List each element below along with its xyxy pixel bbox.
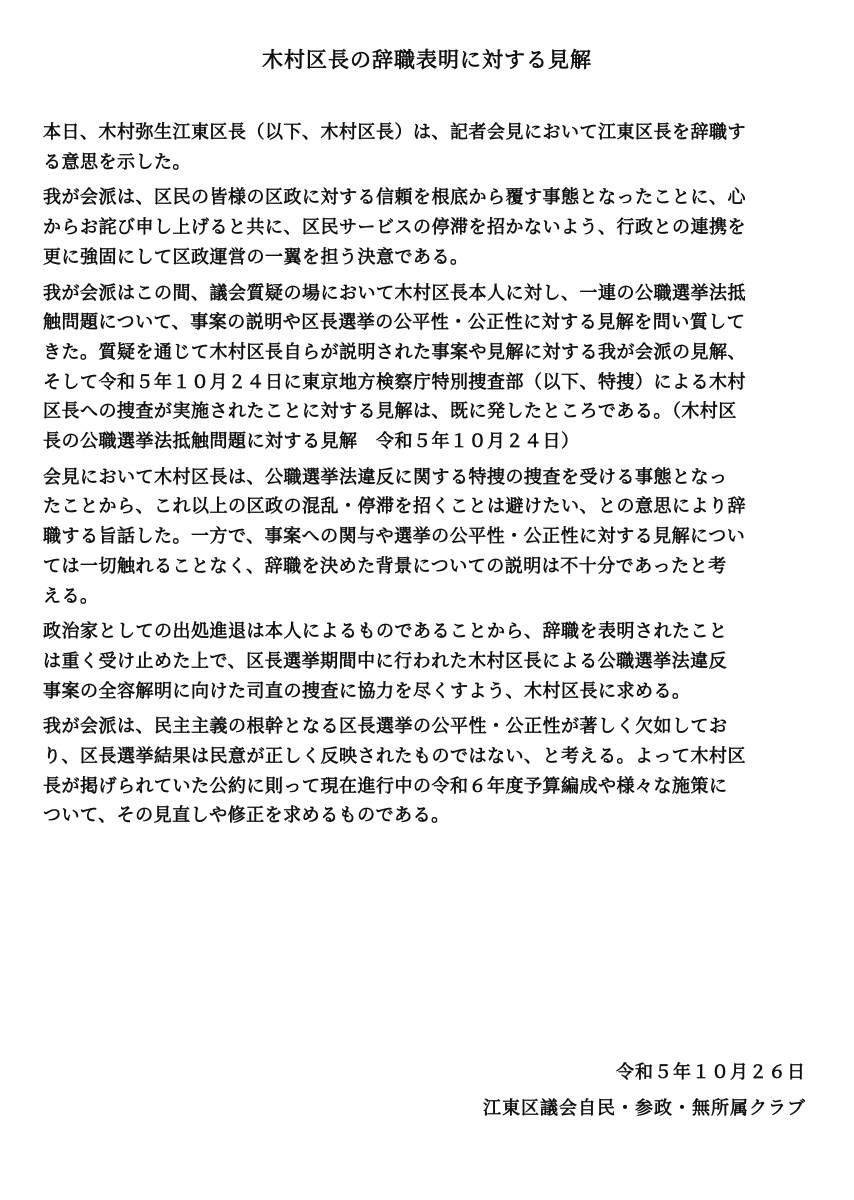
text-line: ては一切触れることなく、辞職を決めた背景についての説明は不十分であったと考: [43, 555, 727, 577]
document-author: 江東区議会自民・参政・無所属クラブ: [483, 1098, 806, 1119]
text-line: える。: [43, 585, 99, 607]
text-line: きた。質疑を通じて木村区長自らが説明された事案や見解に対する我が会派の見解、: [43, 341, 746, 363]
text-line: 職する旨話した。一方で、事案への関与や選挙の公平性・公正性に対する見解につい: [43, 526, 746, 548]
text-line: 長の公職選挙法抵触問題に対する見解 令和５年１０月２４日）: [43, 431, 580, 453]
text-line: 触問題について、事案の説明や区長選挙の公平性・公正性に対する見解を問い質して: [43, 312, 746, 334]
text-line: そして令和５年１０月２４日に東京地方検察庁特別捜査部（以下、特捜）による木村: [43, 371, 746, 393]
document-date: 令和５年１０月２６日: [616, 1062, 806, 1083]
text-line: 会見において木村区長は、公職選挙法違反に関する特捜の捜査を受ける事態となっ: [43, 466, 728, 488]
paragraph-6: [43, 712, 813, 831]
paragraph-3: [43, 279, 813, 457]
document-body: [43, 118, 813, 837]
text-line: り、区長選挙結果は民意が正しく反映されたものではない、と考える。よって木村区: [43, 746, 746, 768]
text-line: 我が会派は、区民の皆様の区政に対する信頼を根底から覆す事態となったことに、心: [43, 187, 746, 209]
text-line: 我が会派はこの間、議会質疑の場において木村区長本人に対し、一連の公職選挙法抵: [43, 282, 746, 304]
paragraph-1: [43, 118, 813, 177]
text-line: 我が会派は、民主主義の根幹となる区長選挙の公平性・公正性が著しく欠如してお: [43, 716, 728, 738]
text-line: 更に強固にして区政運営の一翼を担う決意である。: [43, 246, 469, 268]
paragraph-2: [43, 183, 813, 272]
signature-block: [483, 1055, 806, 1127]
text-line: ついて、その見直しや修正を求めるものである。: [43, 805, 450, 827]
text-line: は重く受け止めた上で、区長選挙期間中に行われた木村区長による公職選挙法違反: [43, 650, 728, 672]
text-line: 本日、木村弥生江東区長（以下、木村区長）は、記者会見において江東区長を辞職す: [43, 122, 746, 143]
text-line: からお詫び申し上げると共に、区民サービスの停滞を招かないよう、行政との連携を: [43, 217, 746, 239]
text-line: 区長への捜査が実施されたことに対する見解は、既に発したところである。（木村区: [43, 401, 737, 423]
text-line: たことから、これ以上の区政の混乱・停滞を招くことは避けたい、との意思により辞: [43, 496, 746, 518]
paragraph-5: [43, 617, 813, 706]
document-title: 木村区長の辞職表明に対する見解: [262, 48, 592, 72]
text-line: る意思を示した。: [43, 151, 191, 173]
text-line: 政治家としての出処進退は本人によるものであることから、辞職を表明されたこと: [43, 621, 728, 643]
text-line: 長が掲げられていた公約に則って現在進行中の令和６年度予算編成や様々な施策に: [43, 775, 728, 797]
paragraph-4: [43, 463, 813, 612]
text-line: 事案の全容解明に向けた司直の捜査に協力を尽くすよう、木村区長に求める。: [43, 680, 691, 702]
